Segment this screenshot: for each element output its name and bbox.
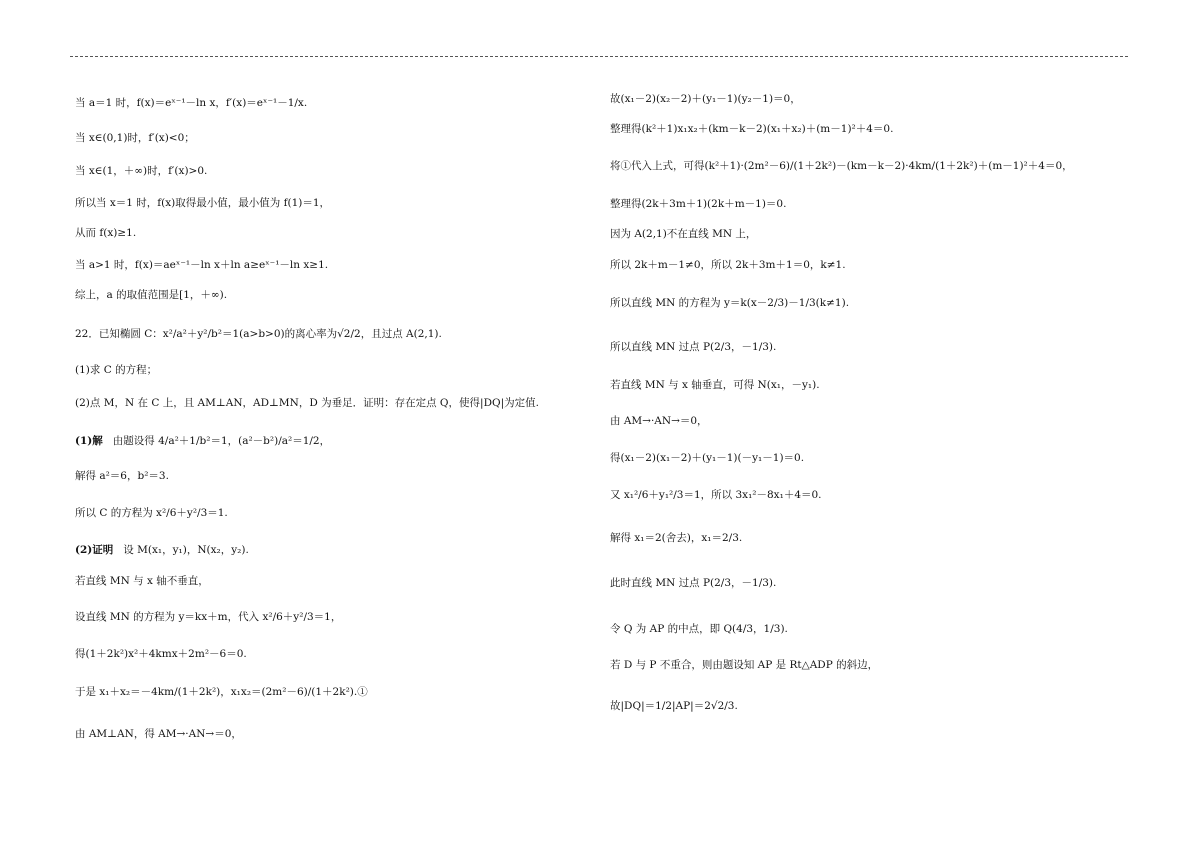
text-line: 令 Q 为 AP 的中点，即 Q(4/3，1/3). — [610, 623, 788, 635]
text-line: 得(x₁－2)(x₁－2)＋(y₁－1)(－y₁－1)＝0. — [610, 452, 805, 464]
text-line: 此时直线 MN 过点 P(2/3，－1/3). — [610, 577, 777, 589]
text-line: 又 x₁²/6＋y₁²/3＝1，所以 3x₁²－8x₁＋4＝0. — [610, 489, 822, 501]
text-line: 所以当 x＝1 时，f(x)取得最小值，最小值为 f(1)＝1， — [75, 197, 331, 209]
problem-statement: 22．已知椭圆 C：x²/a²＋y²/b²＝1(a>b>0)的离心率为√2/2，且过点 A(2,1). — [75, 328, 442, 340]
text-line: 由 AM⊥AN，得 AM→·AN→＝0， — [75, 728, 242, 740]
text-line: 若 D 与 P 不重合，则由题设知 AP 是 Rt△ADP 的斜边， — [610, 659, 879, 671]
text-line: (1)求 C 的方程； — [75, 364, 158, 376]
text-line: 综上，a 的取值范围是[1，＋∞). — [75, 289, 228, 301]
text-line: 故|DQ|＝1/2|AP|＝2√2/3. — [610, 700, 738, 712]
text-line: 解得 a²＝6，b²＝3. — [75, 470, 169, 482]
text-line: 因为 A(2,1)不在直线 MN 上， — [610, 228, 757, 240]
text-line: 若直线 MN 与 x 轴不垂直， — [75, 575, 209, 587]
text-line: 于是 x₁＋x₂＝－4km/(1＋2k²)，x₁x₂＝(2m²－6)/(1＋2k²).① — [75, 686, 368, 698]
text-line: 所以直线 MN 过点 P(2/3，－1/3). — [610, 341, 777, 353]
text-line: 当 x∈(0,1)时，f′(x)<0； — [75, 132, 195, 144]
text-line: 故(x₁－2)(x₂－2)＋(y₁－1)(y₂－1)＝0， — [610, 93, 801, 105]
text-line: 当 x∈(1，＋∞)时，f′(x)>0. — [75, 165, 208, 177]
text-line: 得(1＋2k²)x²＋4kmx＋2m²－6＝0. — [75, 648, 247, 660]
text-line: (2)点 M，N 在 C 上，且 AM⊥AN，AD⊥MN，D 为垂足．证明：存在定点 Q，使得|DQ|为定值. — [75, 397, 539, 409]
text-line: 整理得(2k＋3m＋1)(2k＋m－1)＝0. — [610, 198, 787, 210]
text-line: 解得 x₁＝2(舍去)，x₁＝2/3. — [610, 532, 743, 544]
text-line: 整理得(k²＋1)x₁x₂＋(km－k－2)(x₁＋x₂)＋(m－1)²＋4＝0. — [610, 123, 894, 135]
text-line: 当 a>1 时，f(x)＝aeˣ⁻¹－ln x＋ln a≥eˣ⁻¹－ln x≥1. — [75, 259, 329, 271]
solution-part-2: (2)证明 设 M(x₁，y₁)，N(x₂，y₂). — [75, 544, 249, 556]
solution-part-1: (1)解 由题设得 4/a²＋1/b²＝1，(a²－b²)/a²＝1/2， — [75, 435, 331, 447]
text-line: 设直线 MN 的方程为 y＝kx＋m，代入 x²/6＋y²/3＝1， — [75, 611, 342, 623]
text-line: 由 AM→·AN→＝0， — [610, 415, 708, 427]
text-line: 从而 f(x)≥1. — [75, 227, 137, 239]
text-line: 将①代入上式，可得(k²＋1)·(2m²－6)/(1＋2k²)－(km－k－2)·4km/(1＋2k²)＋(m－1)²＋4＝0， — [610, 160, 1073, 172]
text-line: 所以 C 的方程为 x²/6＋y²/3＝1. — [75, 507, 228, 519]
text-line: 所以 2k＋m－1≠0，所以 2k＋3m＋1＝0，k≠1. — [610, 259, 846, 271]
text-line: 若直线 MN 与 x 轴垂直，可得 N(x₁，－y₁). — [610, 379, 820, 391]
text-line: 当 a＝1 时，f(x)＝eˣ⁻¹－ln x，f′(x)＝eˣ⁻¹－1/x. — [75, 97, 308, 109]
header-rule — [70, 56, 1128, 57]
text-line: 所以直线 MN 的方程为 y＝k(x－2/3)－1/3(k≠1). — [610, 297, 850, 309]
